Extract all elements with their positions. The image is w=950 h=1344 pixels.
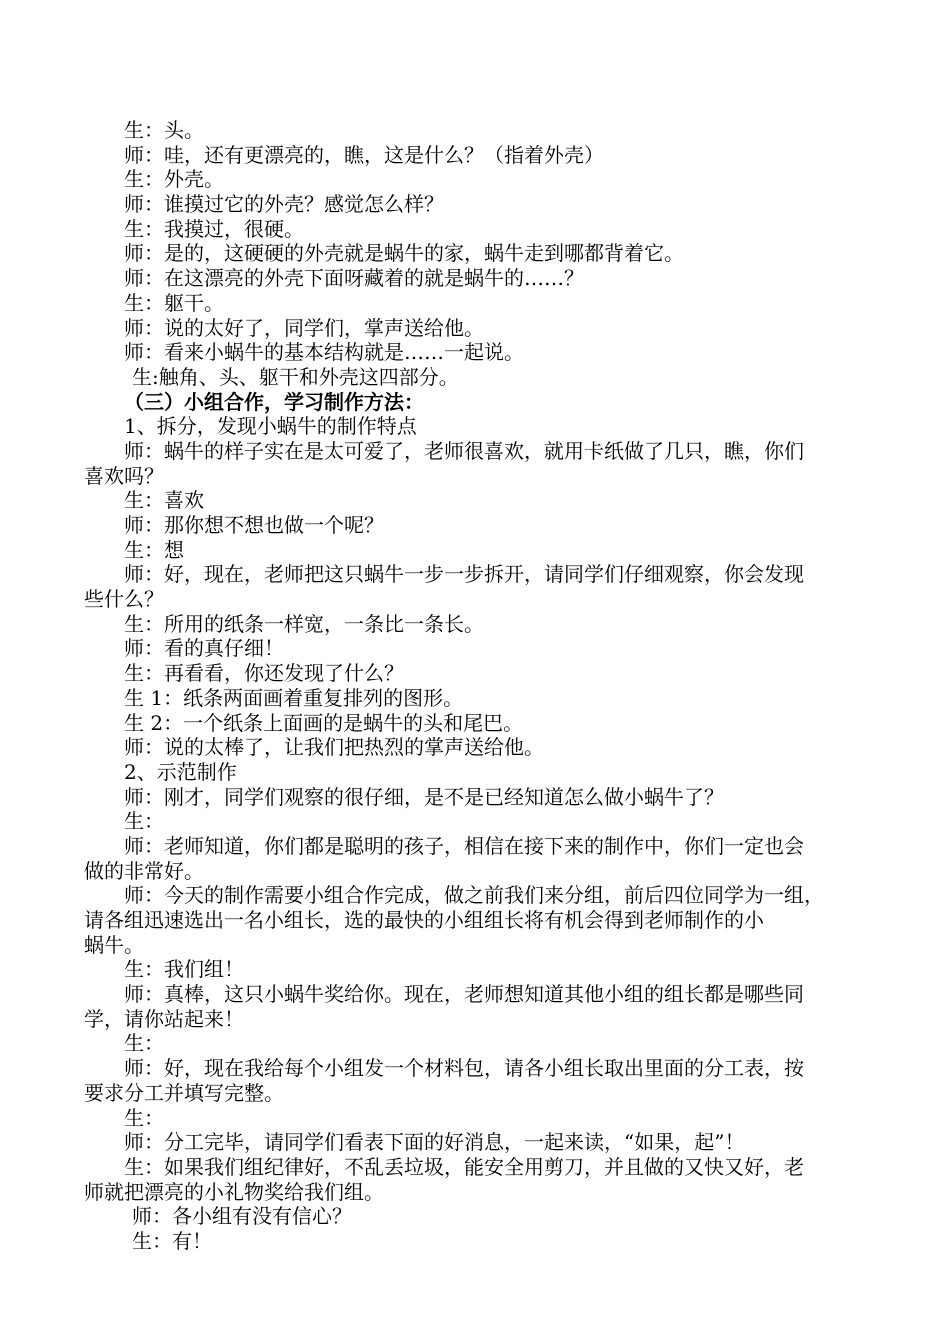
text-line: 生：躯干。 [124,290,224,315]
text-line: 师：真棒，这只小蜗牛奖给你。现在，老师想知道其他小组的组长都是哪些同 [124,982,804,1007]
text-line: 生：我们组！ [124,957,244,982]
text-line: 生： [124,1105,164,1130]
text-line: 生:触角、头、躯干和外壳这四部分。 [132,364,459,389]
text-line: 生：再看看，你还发现了什么？ [124,661,404,686]
text-line: 生： [124,809,164,834]
text-line: 生：头。 [124,118,204,142]
text-line: 请各组迅速选出一名小组长，选的最快的小组组长将有机会得到老师制作的小 [84,908,764,932]
text-line: 要求分工并填写完整。 [84,1080,284,1105]
text-line: 师：在这漂亮的外壳下面呀藏着的就是蜗牛的……？ [124,266,584,291]
text-line: 师：各小组有没有信心？ [132,1204,352,1229]
text-line: 师：是的，这硬硬的外壳就是蜗牛的家，蜗牛走到哪都背着它。 [124,241,684,266]
text-line: 些什么？ [84,587,164,612]
text-line: 生：如果我们组纪律好，不乱丢垃圾，能安全用剪刀，并且做的又快又好，老 [124,1154,804,1179]
text-line: 师：说的太棒了，让我们把热烈的掌声送给他。 [124,735,544,760]
text-line: 生：外壳。 [124,167,224,192]
text-line: 师：看来小蜗牛的基本结构就是……一起说。 [124,340,524,365]
text-line: 师：老师知道，你们都是聪明的孩子，相信在接下来的制作中，你们一定也会 [124,833,804,858]
text-line: 师就把漂亮的小礼物奖给我们组。 [84,1179,384,1204]
document-body [0,118,950,1254]
text-line: 师：看的真仔细！ [124,636,284,661]
text-line: 生： [124,1031,164,1056]
text-line: 做的非常好。 [84,858,204,883]
text-line: 师：今天的制作需要小组合作完成，做之前我们来分组，前后四位同学为一组， [124,883,824,908]
text-line: 喜欢吗？ [84,463,164,488]
text-line: 师：那你想不想也做一个呢？ [124,513,384,537]
text-line: 师：刚才，同学们观察的很仔细，是不是已经知道怎么做小蜗牛了？ [124,784,724,809]
text-line: 师：谁摸过它的外壳？感觉怎么样？ [124,192,444,217]
text-line: 1、拆分，发现小蜗牛的制作特点 [124,414,417,439]
text-line: 生 2：一个纸条上面画的是蜗牛的头和尾巴。 [124,710,524,735]
section-heading: （三）小组合作，学习制作方法： [124,389,424,414]
text-line: 师：哇，还有更漂亮的，瞧，这是什么？（指着外壳） [124,142,604,167]
text-line: 师：分工完毕，请同学们看表下面的好消息，一起来读，“如果，起”！ [124,1130,745,1155]
text-line: 师：蜗牛的样子实在是太可爱了，老师很喜欢，就用卡纸做了几只，瞧，你们 [124,438,804,463]
text-line: 2、示范制作 [124,759,237,784]
text-line: 生：有！ [132,1228,212,1253]
text-line: 生：所用的纸条一样宽，一条比一条长。 [124,611,484,636]
text-line: 师：说的太好了，同学们，掌声送给他。 [124,315,484,340]
text-line: 生：想 [124,537,184,562]
text-line: 蜗牛。 [84,932,144,957]
text-line: 学，请你站起来！ [84,1006,244,1031]
text-line: 师：好，现在我给每个小组发一个材料包，请各小组长取出里面的分工表，按 [124,1056,804,1081]
text-line: 生：我摸过，很硬。 [124,216,304,241]
text-line: 生：喜欢 [124,488,204,513]
text-line: 生 1：纸条两面画着重复排列的图形。 [124,685,464,710]
text-line: 师：好，现在，老师把这只蜗牛一步一步拆开，请同学们仔细观察，你会发现 [124,562,804,587]
